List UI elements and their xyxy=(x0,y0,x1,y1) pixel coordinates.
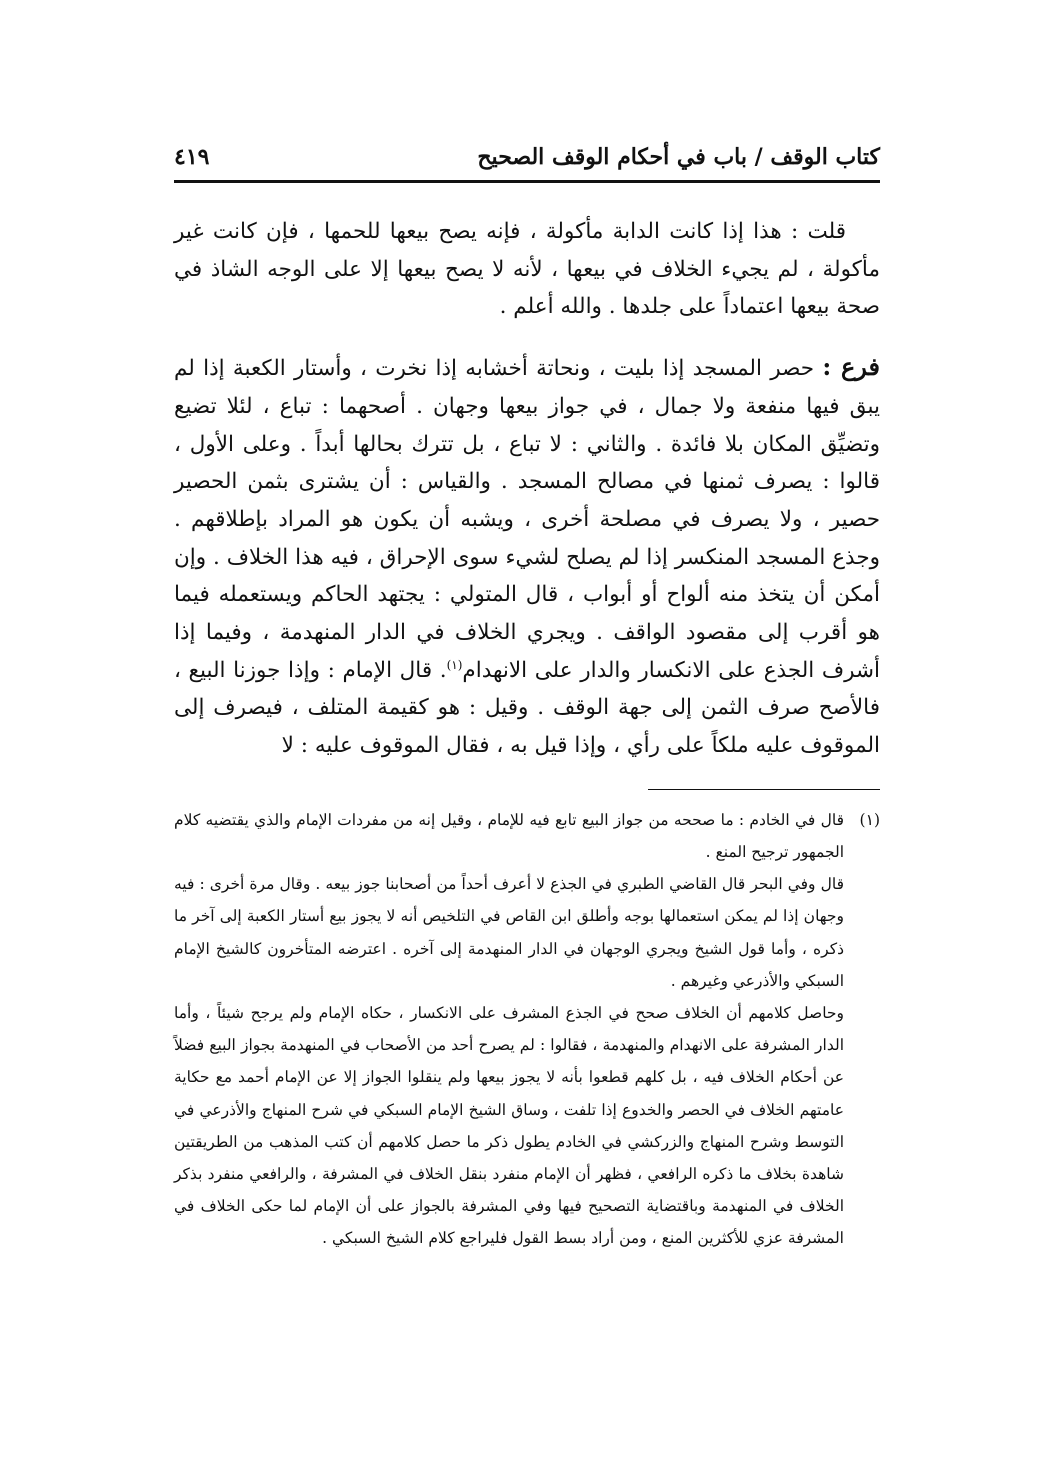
section-lead-word: فرع : xyxy=(822,352,881,382)
main-text xyxy=(174,213,880,765)
running-title: كتاب الوقف / باب في أحكام الوقف الصحيح xyxy=(477,144,880,170)
footnote-separator xyxy=(648,789,880,790)
paragraph-2-text-end: . قال الإمام : وإذا جوزنا البيع ، فالأصح صرف الثمن إلى جهة الوقف . وقيل : هو كقيمة المتلف ، فيصرف إلى الموقوف عليه ملكاً على رأي ، وإذا قيل به ، فقال الموقوف عليه : لا xyxy=(174,657,880,759)
running-header xyxy=(174,140,880,183)
footnotes xyxy=(174,804,880,1255)
paragraph-2 xyxy=(174,348,880,765)
book-page xyxy=(174,140,880,1255)
footnote-text: قال في الخادم : ما صححه من جواز البيع تابع فيه للإمام ، وقيل إنه من مفردات الإمام والذي يقتضيه كلام الجمهور ترجيح المنع . xyxy=(174,810,844,862)
footnote-paragraph: قال وفي البحر قال القاضي الطبري في الجذع لا أعرف أحداً من أصحابنا جوز بيعه . وقال مرة أخرى : فيه وجهان إذا لم يمكن استعمالها بوجه وأطلق ابن القاص في التلخيص أنه لا يجوز بيع أستار الكعبة إلى آخر ما ذكره ، وأما قول الشيخ ويجري الوجهان في الدار المنهدمة إلى آخره . اعترضه المتأخرون كالشيخ الإمام السبكي والأذرعي وغيرهم . xyxy=(174,875,844,990)
page-number: ٤١٩ xyxy=(174,144,210,170)
footnote-paragraph xyxy=(174,804,880,868)
paragraph-2-text-start: حصر المسجد إذا بليت ، ونحاتة أخشابه إذا نخرت ، وأستار الكعبة إذا لم يبق فيها منفعة ولا جمال ، في جواز بيعها وجهان . أصحهما : تباع ، لئلا تضيع وتضيِّق المكان بلا فائدة . والثاني : لا تباع ، بل تترك بحالها أبداً . وعلى الأول ، قالوا : يصرف ثمنها في مصالح المسجد . والقياس : أن يشترى بثمن الحصير حصير ، ولا يصرف في مصلحة أخرى ، ويشبه أن يكون هو المراد بإطلاقهم . وجذع المسجد المنكسر إذا لم يصلح لشيء سوى الإحراق ، فيه هذا الخلاف . وإن أمكن أن يتخذ منه ألواح أو أبواب ، قال المتولي : يجتهد الحاكم ويستعمله فيما هو أقرب إلى مقصود الواقف . ويجري الخلاف في الدار المنهدمة ، وفيما إذا أشرف الجذع على الانكسار والدار على الانهدام xyxy=(174,356,880,683)
footnote-marker: (١) xyxy=(859,810,880,829)
footnote-reference: (١) xyxy=(446,657,463,672)
footnote-paragraph: وحاصل كلامهم أن الخلاف صحح في الجذع المشرف على الانكسار ، حكاه الإمام ولم يرجح شيئاً ، وأما الدار المشرفة على الانهدام والمنهدمة ، فقالوا : لم يصرح أحد من الأصحاب في المنهدمة بجواز البيع فضلاً عن أحكام الخلاف فيه ، بل كلهم قطعوا بأنه لا يجوز بيعها ولم ينقلوا الجواز إلا عن الإمام أحمد مع حكاية عامتهم الخلاف في الحصر والخدوع إذا تلفت ، وساق الشيخ الإمام السبكي في شرح المنهاج والأذرعي في التوسط وشرح المنهاج والزركشي في الخادم يطول ذكر ما حصل كلامهم أن كتب المذهب من الطريقتين شاهدة بخلاف ما ذكره الرافعي ، فظهر أن الإمام منفرد بنقل الخلاف في المشرفة ، والرافعي منفرد بذكر الخلاف في المنهدمة وباقتضاية التصحيح فيها وفي المشرفة بالجواز على أن الإمام لما حكى الخلاف في المشرفة عزي للأكثرين المنع ، ومن أراد بسط القول فليراجع كلام الشيخ السبكي . xyxy=(174,1004,844,1248)
paragraph-1: قلت : هذا إذا كانت الدابة مأكولة ، فإنه يصح بيعها للحمها ، فإن كانت غير مأكولة ، لم يجيء الخلاف في بيعها ، لأنه لا يصح بيعها إلا على الوجه الشاذ في صحة بيعها اعتماداً على جلدها . والله أعلم . xyxy=(174,219,880,320)
